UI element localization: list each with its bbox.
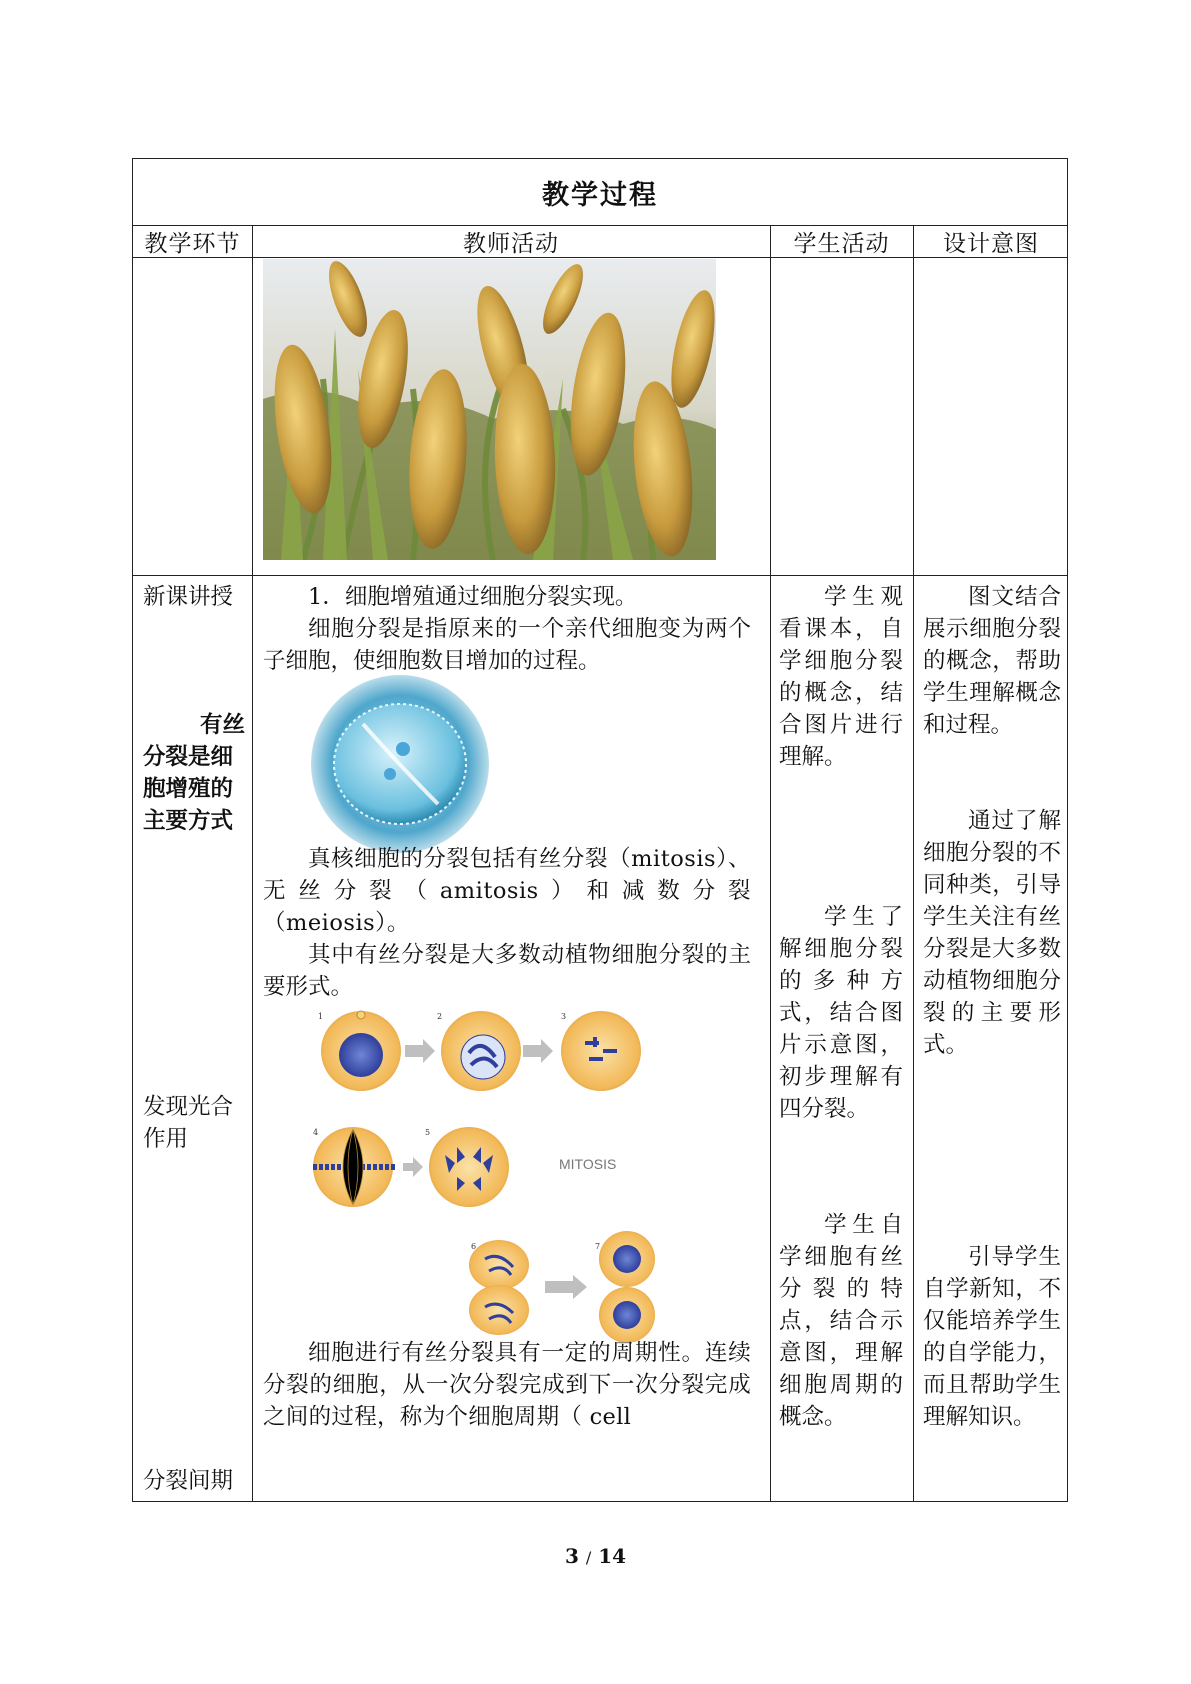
column-divider: [913, 225, 914, 1501]
section-interphase: 分裂间期: [143, 1468, 234, 1494]
page-separator: /: [585, 1548, 592, 1567]
student-activity-text: 学生观看课本，自学细胞分裂的概念，结合图片进行理解。: [779, 584, 903, 770]
row-divider: [133, 575, 1067, 576]
dividing-cell-image: [308, 674, 492, 854]
student-activity-text: 学生了解细胞分裂的多种方式，结合图片示意图，初步理解有四分裂。: [779, 904, 903, 1122]
subtopic-line: 主要方式: [143, 808, 234, 834]
teaching-process-table: [132, 158, 1068, 1502]
page-total: 14: [598, 1544, 627, 1568]
teacher-paragraph: 其中有丝分裂是大多数动植物细胞分裂的主要形式。: [263, 942, 751, 1000]
design-intent-text: 图文结合展示细胞分裂的概念，帮助学生理解概念和过程。: [923, 584, 1061, 738]
section-new-lesson: 新课讲授: [143, 584, 234, 610]
column-divider: [252, 225, 253, 1501]
stage-number: 5: [425, 1128, 431, 1137]
header-design-intent: 设计意图: [943, 230, 1039, 257]
table-title: 教学过程: [133, 159, 1067, 226]
student-activity-text: 学生自学细胞有丝分裂的特点，结合示意图，理解细胞周期的概念。: [779, 1212, 903, 1430]
teacher-paragraph: 细胞进行有丝分裂具有一定的周期性。连续分裂的细胞，从一次分裂完成到下一次分裂完成之间的过程，称为个细胞周期（ cell: [263, 1340, 751, 1430]
stage-number: 2: [437, 1012, 443, 1021]
section-photosynthesis: 作用: [143, 1126, 189, 1152]
section-photosynthesis: 发现光合: [143, 1094, 234, 1120]
page-number: [0, 1544, 1191, 1568]
mitosis-label: MITOSIS: [559, 1156, 617, 1172]
subtopic-line: 分裂是细: [143, 744, 234, 770]
stage-number: 7: [595, 1242, 601, 1251]
teacher-paragraph: 细胞分裂是指原来的一个亲代细胞变为两个子细胞，使细胞数目增加的过程。: [263, 616, 751, 674]
stage-number: 1: [318, 1012, 324, 1021]
header-student-activity: 学生活动: [793, 230, 890, 257]
stage-number: 6: [471, 1242, 477, 1251]
design-intent-text: 通过了解细胞分裂的不同种类，引导学生关注有丝分裂是大多数动植物细胞分裂的主要形式。: [923, 808, 1061, 1058]
teacher-paragraph: 1．细胞增殖通过细胞分裂实现。: [308, 584, 638, 610]
millet-field-photo: [263, 259, 716, 560]
teacher-paragraph: 真核细胞的分裂包括有丝分裂（mitosis）、无丝分裂（amitosis）和减数分裂（meiosis）。: [263, 846, 751, 936]
subtopic-line: 胞增殖的: [143, 776, 234, 802]
subtopic-line: 有丝: [199, 712, 245, 738]
mitosis-stages-diagram: [313, 1007, 693, 1342]
header-section: 教学环节: [144, 230, 241, 257]
header-teacher-activity: 教师活动: [463, 230, 559, 257]
row-divider: [133, 257, 1067, 258]
stage-number: 3: [561, 1012, 567, 1021]
stage-number: 4: [313, 1128, 319, 1137]
design-intent-text: 引导学生自学新知，不仅能培养学生的自学能力，而且帮助学生理解知识。: [923, 1244, 1061, 1430]
page-current: 3: [564, 1544, 579, 1568]
column-divider: [770, 225, 771, 1501]
